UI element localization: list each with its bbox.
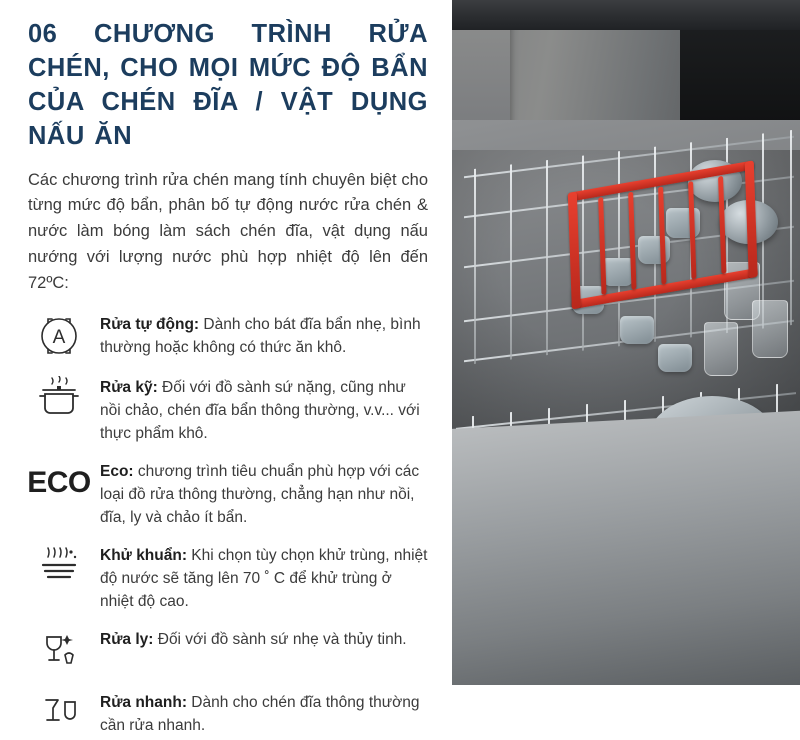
program-title: Rửa ly: — [100, 630, 154, 648]
list-item-text — [100, 373, 428, 446]
list-item-text — [100, 310, 428, 360]
program-description: Đối với đồ sành sứ nhẹ và thủy tinh. — [153, 630, 407, 648]
program-title: Rửa kỹ: — [100, 379, 158, 397]
program-list — [28, 310, 428, 739]
program-title: Eco: — [100, 463, 134, 481]
program-description: Dành cho bát đĩa bẩn nhẹ, bình thường hoặc không có thức ăn khô. — [100, 316, 421, 357]
eco-text-icon: ECO — [27, 466, 91, 500]
auto-circle-a-icon — [28, 310, 90, 362]
page-title: 06 CHƯƠNG TRÌNH RỬA CHÉN, CHO MỌI MỨC ĐỘ BẨN CỦA CHÉN ĐĨA / VẬT DỤNG NẤU ĂN — [28, 20, 428, 150]
list-item-text — [100, 541, 428, 614]
intro-paragraph: Các chương trình rửa chén mang tính chuyên biệt cho từng mức độ bẩn, phân bố tự động nước rửa chén & nước làm bóng làm sách chén đĩa, vật dụng nấu nướng với lượng nước phù hợp nhiệt độ lên đến 72ºC: — [28, 170, 428, 292]
list-item-glass — [28, 625, 428, 677]
dishwasher-door — [452, 410, 800, 685]
program-description: chương trình tiêu chuẩn phù hợp với các loại đồ rửa thông thường, chẳng hạn như nồi, đĩa, ly và chảo ít bẩn. — [100, 463, 420, 526]
program-title: Khử khuẩn: — [100, 546, 187, 564]
list-item-eco — [28, 457, 428, 530]
quick-wash-icon — [28, 688, 90, 740]
dishwasher-photo — [452, 0, 800, 685]
cup — [658, 344, 692, 372]
list-item-intensive — [28, 373, 428, 446]
program-description: Đối với đồ sành sứ nặng, cũng như nồi chảo, chén đĩa bẩn thông thường, v.v... với thực phẩm khô. — [100, 379, 420, 443]
photo-canvas — [452, 0, 800, 685]
pot-intensive-icon — [28, 373, 90, 425]
countertop — [452, 0, 800, 30]
list-item-text — [100, 457, 428, 530]
program-title: Rửa tự động: — [100, 316, 200, 334]
program-description: Khi chọn tùy chọn khử trùng, nhiệt độ nước sẽ tăng lên 70 ˚ C để khử trùng ở nhiệt độ cao. — [100, 546, 428, 610]
program-title: Rửa nhanh: — [100, 693, 187, 711]
list-item-text — [100, 625, 407, 652]
program-description: Dành cho chén đĩa thông thường cần rửa nhanh. — [100, 693, 420, 734]
glass — [704, 322, 738, 376]
list-item-sanitize — [28, 541, 428, 614]
cup — [620, 316, 654, 344]
steam-sanitize-icon — [28, 541, 90, 593]
glass-wash-icon — [28, 625, 90, 677]
list-item-quick — [28, 688, 428, 740]
list-item-auto — [28, 310, 428, 362]
glass — [752, 300, 788, 358]
svg-text:A: A — [52, 327, 66, 349]
list-item-text — [100, 688, 428, 738]
